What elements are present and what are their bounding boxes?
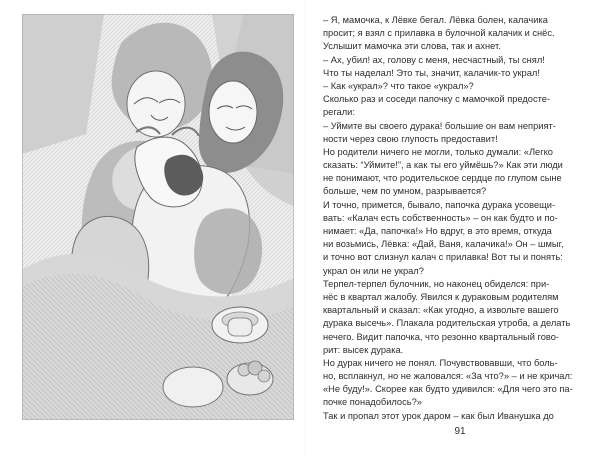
text-line: – Уймите вы своего дурака! большие он вам неприят- [323,120,556,131]
text-line: нёс в квартал жалобу. Явился к дураковым родителям [323,291,559,302]
text-line: Терпел-терпел булочник, но наконец обиделся: при- [323,278,550,289]
text-line: – Ах, убил! ах, голову с меня, несчастный, ты снял! [323,54,545,65]
book-gutter [304,0,306,456]
text-line: не понимают, что родительское сердце по глупом сыне [323,173,562,184]
text-line: нечего. Видит папочка, что резонно квартальный гово- [323,331,559,342]
text-line: регали: [323,107,355,118]
book-illustration [22,14,294,420]
text-line: Что ты наделал! Это ты, значит, калачик-то украл! [323,67,540,78]
text-line: И точно, примется, бывало, папочка дурака усовещи- [323,199,556,210]
text-line: и точно вот слизнул калач с прилавка! Вот ты и понять: [323,252,563,263]
text-line: Так и пропал этот урок даром – как был Иванушка до [323,410,554,421]
text-line: больше, чем по умном, разрывается? [323,186,487,197]
text-line: украл он или не украл? [323,265,424,276]
text-line: «Не буду!». Скорее как будто удивился: «Для чего это па- [323,384,573,395]
text-line: вать: «Калач есть собственность» – он как будто и по- [323,212,558,223]
text-line: нимает: «Да, папочка!» Но вдруг, в это время, откуда [323,226,552,236]
text-line: Но дурак ничего не понял. Почувствовавши, что боль- [323,357,558,368]
text-line: Сколько раз и соседи папочку с мамочкой предосте- [323,94,551,105]
text-line: рит: высек дурака. [323,344,404,355]
text-line: дурака высечь». Плакала родительская утроба, а делать [323,318,571,329]
text-line: но, всплакнул, но не жаловался: «За что?» – и не кричал: [323,371,573,382]
text-line: квартальный и сказал: «Как угодно, а извольте вашего [323,305,559,316]
text-page [323,14,595,422]
text-line: ности через свою глупость предоставит! [323,133,498,144]
text-line: – Я, мамочка, к Лёвке бегал. Лёвка болен, калачика [323,15,548,25]
text-line: почке понадобилось?» [323,397,422,408]
page-number: 91 [454,426,466,437]
text-line: Но родители ничего не могли, только думали: «Легко [323,146,553,157]
text-line: просит; я взял с прилавка в булочной калачик и снёс. [323,28,555,39]
text-line: – Как «украл»? что такое «украл»? [323,80,474,91]
text-line: сказать: “Уймите!”, а как ты его уймёшь?» Как эти люди [323,160,563,171]
text-line: Услышит мамочка эти слова, так и ахнет. [323,41,501,52]
text-line: ни возьмись, Лёвка: «Дай, Ваня, калачика!» Он – шмыг, [323,239,564,250]
